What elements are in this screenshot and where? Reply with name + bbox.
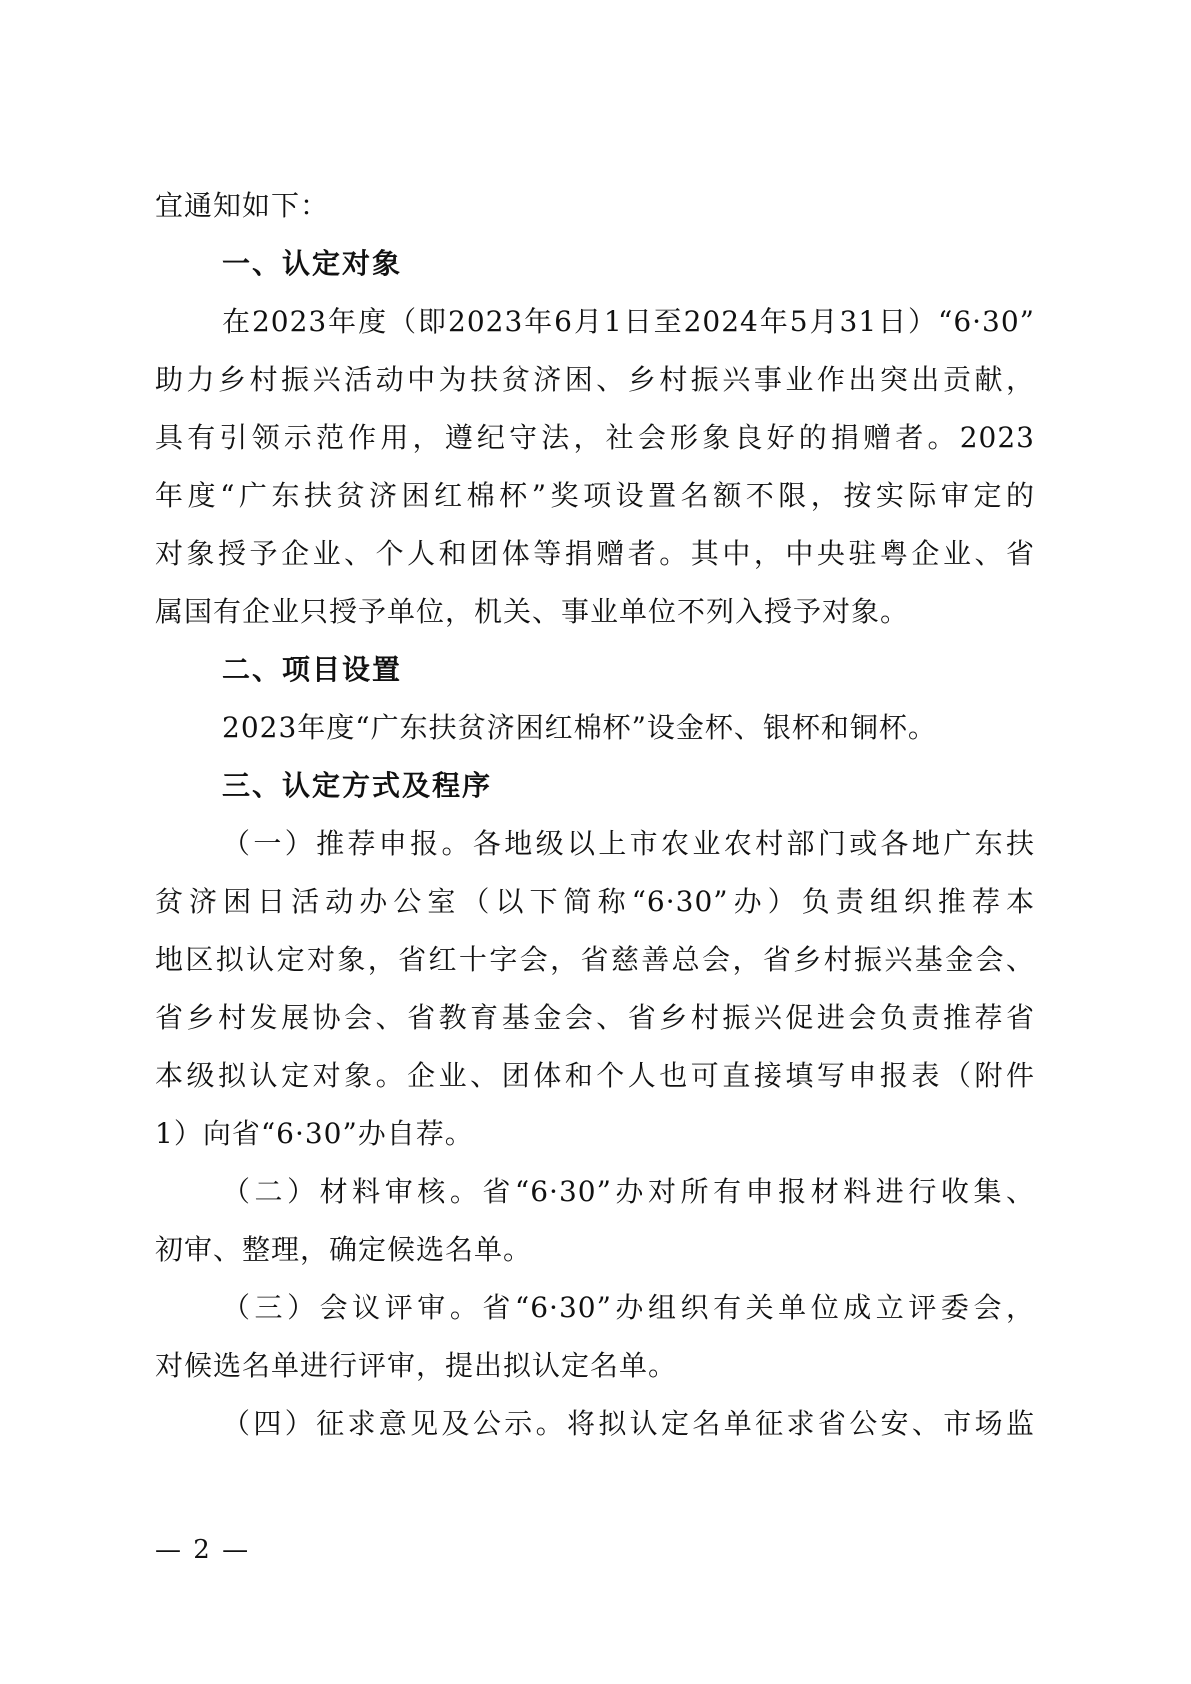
paragraph-line: 初审、整理，确定候选名单。 [155,1233,533,1266]
paragraph-line: 宜通知如下： [155,189,330,222]
paragraph-line: 助力乡村振兴活动中为扶贫济困、乡村振兴事业作出突出贡献， [155,363,1035,396]
paragraph-line: 对象授予企业、个人和团体等捐赠者。其中，中央驻粤企业、省 [155,537,1035,570]
section-heading-2: 二、项目设置 [222,653,403,686]
paragraph-line: （一）推荐申报。各地级以上市农业农村部门或各地广东扶 [222,827,1035,860]
paragraph-line: （三）会议评审。省“6·30”办组织有关单位成立评委会， [222,1291,1035,1324]
paragraph-line: 省乡村发展协会、省教育基金会、省乡村振兴促进会负责推荐省 [155,1001,1035,1034]
section-heading-3: 三、认定方式及程序 [222,769,493,802]
paragraph-line: 1）向省“6·30”办自荐。 [155,1117,474,1150]
paragraph-line: 贫济困日活动办公室（以下简称“6·30”办）负责组织推荐本 [155,885,1035,918]
paragraph-line: 2023年度“广东扶贫济困红棉杯”设金杯、银杯和铜杯。 [222,711,937,744]
section-heading-1: 一、认定对象 [222,247,403,280]
paragraph-line: 本级拟认定对象。企业、团体和个人也可直接填写申报表（附件 [155,1059,1035,1092]
paragraph-line: （二）材料审核。省“6·30”办对所有申报材料进行收集、 [222,1175,1035,1208]
paragraph-line: 具有引领示范作用，遵纪守法，社会形象良好的捐赠者。2023 [155,421,1035,454]
paragraph-line: 属国有企业只授予单位，机关、事业单位不列入授予对象。 [155,595,910,628]
paragraph-line: （四）征求意见及公示。将拟认定名单征求省公安、市场监 [222,1407,1035,1440]
paragraph-line: 地区拟认定对象，省红十字会，省慈善总会，省乡村振兴基金会、 [155,943,1035,976]
paragraph-line: 年度“广东扶贫济困红棉杯”奖项设置名额不限，按实际审定的 [155,479,1035,512]
page-number: — 2 — [155,1535,251,1565]
paragraph-line: 在2023年度（即2023年6月1日至2024年5月31日）“6·30” [222,305,1035,338]
paragraph-line: 对候选名单进行评审，提出拟认定名单。 [155,1349,678,1382]
